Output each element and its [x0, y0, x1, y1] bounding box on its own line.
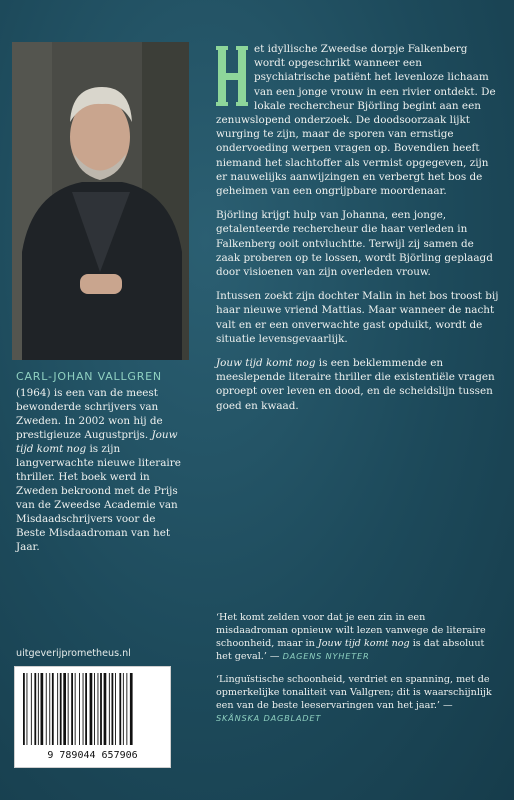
barcode-bar	[130, 673, 133, 745]
barcode-bar	[100, 673, 102, 745]
barcode-bar	[49, 673, 50, 745]
publisher-website: uitgeverijprometheus.nl	[16, 648, 131, 659]
barcode-bar	[57, 673, 58, 745]
barcode-number: 9 789044 657906	[47, 750, 138, 761]
dropcap-letter-h	[216, 46, 248, 106]
barcode-bar	[34, 673, 36, 745]
barcode-bar	[85, 673, 87, 745]
barcode-bar	[119, 673, 121, 745]
barcode-bars	[15, 667, 170, 749]
barcode-bar	[60, 673, 62, 745]
author-name: CARL-JOHAN VALLGREN	[16, 370, 162, 383]
barcode-bar	[115, 673, 116, 745]
barcode	[14, 666, 171, 768]
blurb-paragraph-4: Jouw tijd komt nog is een beklemmende en meeslepende literaire thriller die existentiële vragen oproept over leven en dood, en de scheidslijn tussen goed en kwaad.	[216, 357, 495, 412]
barcode-bar	[27, 673, 28, 745]
barcode-bar	[94, 673, 95, 745]
blurb	[216, 42, 499, 423]
quote-1: ‘Het komt zelden voor dat je een zin in een misdaadroman opnieuw wilt lezen vanwege de literaire schoonheid, maar in Jouw tijd komt nog is dat absoluut het geval.’ — DAGENS NYHETER	[216, 612, 486, 662]
barcode-bar	[75, 673, 76, 745]
blurb-paragraph-2: Björling krijgt hulp van Johanna, een jonge, getalenteerde rechercheur die haar verleden in Falkenberg ooit ontvluchtte. Terwijl zij samen de zaak proberen op te lossen, wordt Björling geplaagd door visioenen van zijn overleden vrouw.	[216, 209, 493, 279]
barcode-bar	[52, 673, 54, 745]
blurb-paragraph-1: et idyllische Zweedse dorpje Falkenberg wordt opgeschrikt wanneer een psychiatrische patiënt het levenloze lichaam van een jonge vrouw in een rivier ontdekt. De lokale rechercheur Björling begint aan een zenuwslopend onderzoek. De doodsoorzaak lijkt wurging te zijn, maar de sporen van ernstige ondervoeding werpen vragen op. Bovendien heeft niemand het slachtoffer als vermist opgegeven, zijn er nauwelijks aanwijzingen en verbergt het bos de geheimen van een ongrijpbare moordenaar.	[216, 43, 496, 198]
barcode-bar	[126, 673, 127, 745]
author-photo	[12, 42, 189, 360]
barcode-bar	[38, 673, 39, 745]
barcode-bar	[90, 673, 93, 745]
barcode-bar	[109, 673, 110, 745]
author-bio: (1964) is een van de meest bewonderde schrijvers van Zweden. In 2002 won hij de prestigieuze Augustprijs. Jouw tijd komt nog is zijn langverwachte nieuwe literaire thriller. Het boek werd in Zweden bekroond met de Prijs van de Zweedse Academie van Misdaadschrijvers voor de Beste Misdaadroman van het Jaar.	[16, 387, 181, 553]
barcode-bar	[123, 673, 124, 745]
barcode-bar	[79, 673, 80, 745]
barcode-bar	[104, 673, 107, 745]
barcode-bar	[41, 673, 44, 745]
barcode-bar	[68, 673, 69, 745]
barcode-bar	[83, 673, 84, 745]
review-quotes	[216, 611, 499, 735]
quote-2: ‘Linguïstische schoonheid, verdriet en spanning, met de opmerkelijke tonaliteit van Vallgren; dit is waarschijnlijk een van de beste leeservaringen van het jaar.’ — SKÅNSKA DAGBLADET	[216, 674, 492, 723]
quote-source: SKÅNSKA DAGBLADET	[216, 713, 322, 723]
barcode-bar	[98, 673, 99, 745]
barcode-bar	[23, 673, 25, 745]
quote-source: DAGENS NYHETER	[282, 651, 370, 661]
barcode-bar	[46, 673, 47, 745]
blurb-paragraph-3: Intussen zoekt zijn dochter Malin in het bos troost bij haar nieuwe vriend Mattias. Maar wanneer de nacht valt en er een onverwachte gast opduikt, wordt de situatie levensgevaarlijk.	[216, 290, 499, 345]
barcode-bar	[71, 673, 73, 745]
barcode-bar	[112, 673, 114, 745]
barcode-bar	[63, 673, 66, 745]
barcode-bar	[31, 673, 32, 745]
